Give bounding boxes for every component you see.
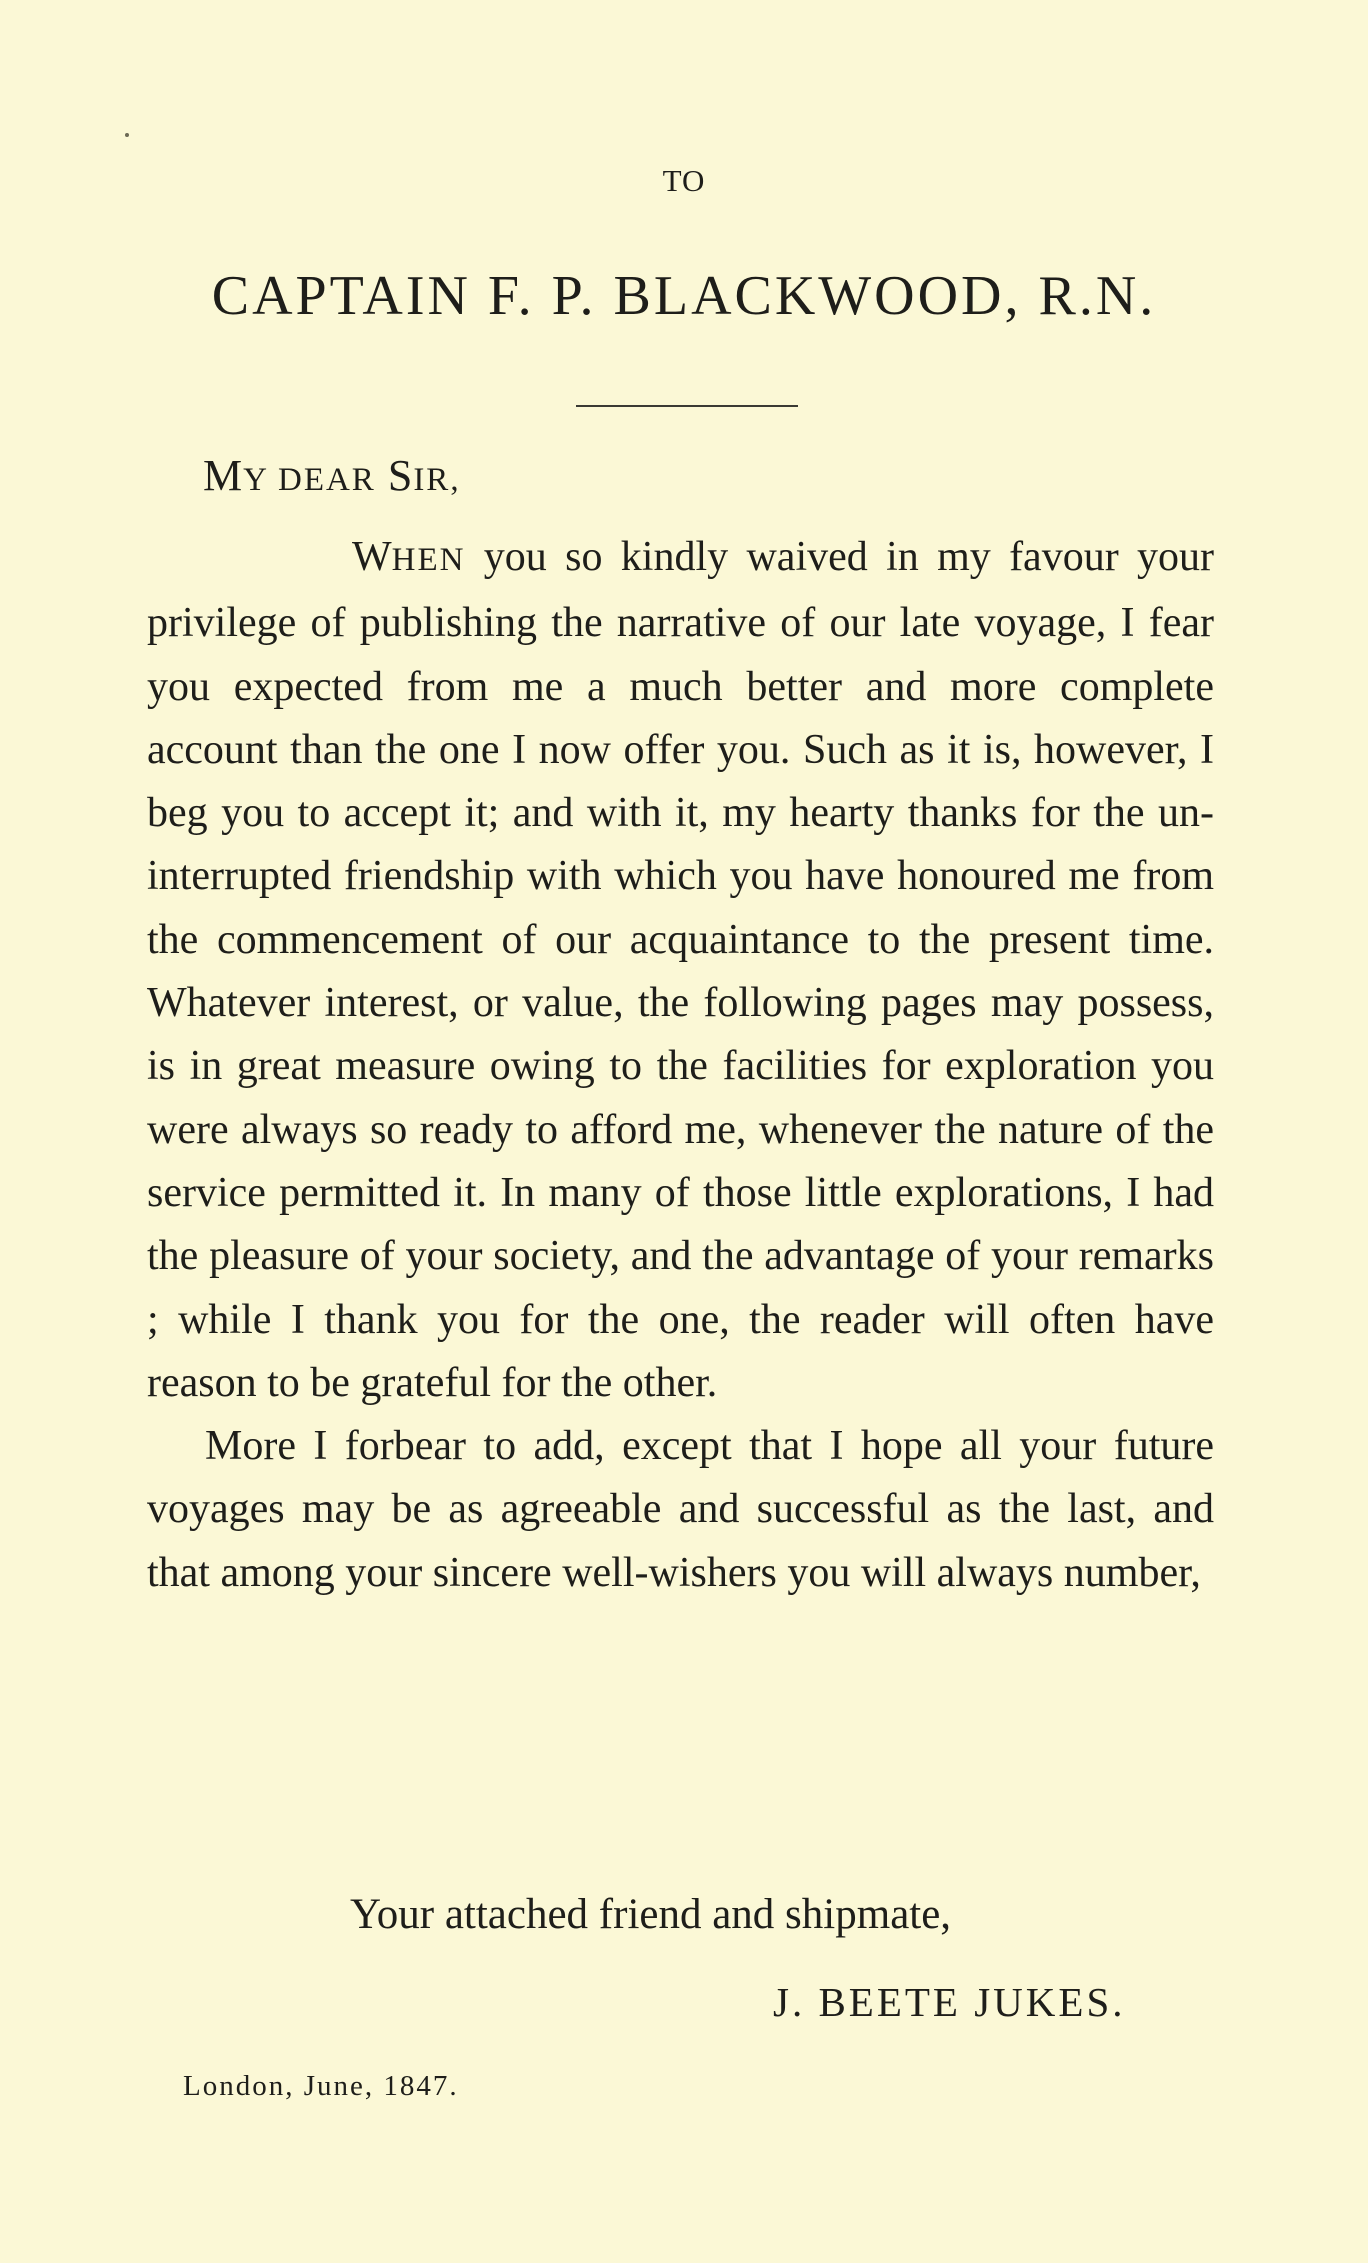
paragraph-caps: HEN (391, 542, 466, 578)
letter-paragraph-2: More I forbear to add, except that I hope all your future voyages may be as agreeable and successful as the last, and that among your sincere well-wishers you will always number, (147, 1423, 1214, 1596)
dedication-to: TO (662, 163, 706, 198)
dedication-addressee: CAPTAIN F. P. BLACKWOOD, R.N. (211, 265, 1157, 327)
salutation (203, 450, 461, 501)
paper-speck (125, 133, 129, 137)
letter-paragraph-1 (147, 526, 1214, 1415)
divider-rule (576, 405, 798, 407)
salutation-caps-2: IR, (413, 462, 461, 498)
letter-body (147, 526, 1214, 1605)
letter-dateline: London, June, 1847. (183, 2070, 459, 2102)
salutation-initial-1: M (203, 451, 244, 500)
letter-closing: Your attached friend and shipmate, (350, 1891, 952, 1938)
letter-signature: J. BEETE JUKES. (773, 1979, 1126, 2025)
paragraph-text: you so kindly waived in my favour your privilege of publishing the narrative of our late voyage, I fear you expected from me a much better and more complete account than the one I now offer you. Such as it is, however, I beg you to accept it; and with it, my hearty thanks for the uninterrupted friendship with which you have honoured me from the commencement of our acquaintance to the present time. Whatever interest, or value, the following pages may possess, is in great measure owing to the facilities for exploration you were always so ready to afford me, whenever the nature of the service permitted it. In many of those little explorations, I had the pleasure of your society, and the advantage of your remarks ; while I thank you for the one, the reader will often have reason to be grateful for the other. (147, 534, 1214, 1406)
salutation-initial-2: S (387, 451, 414, 500)
salutation-caps-1: Y DEAR (243, 462, 376, 498)
paragraph-initial: W (352, 534, 392, 580)
